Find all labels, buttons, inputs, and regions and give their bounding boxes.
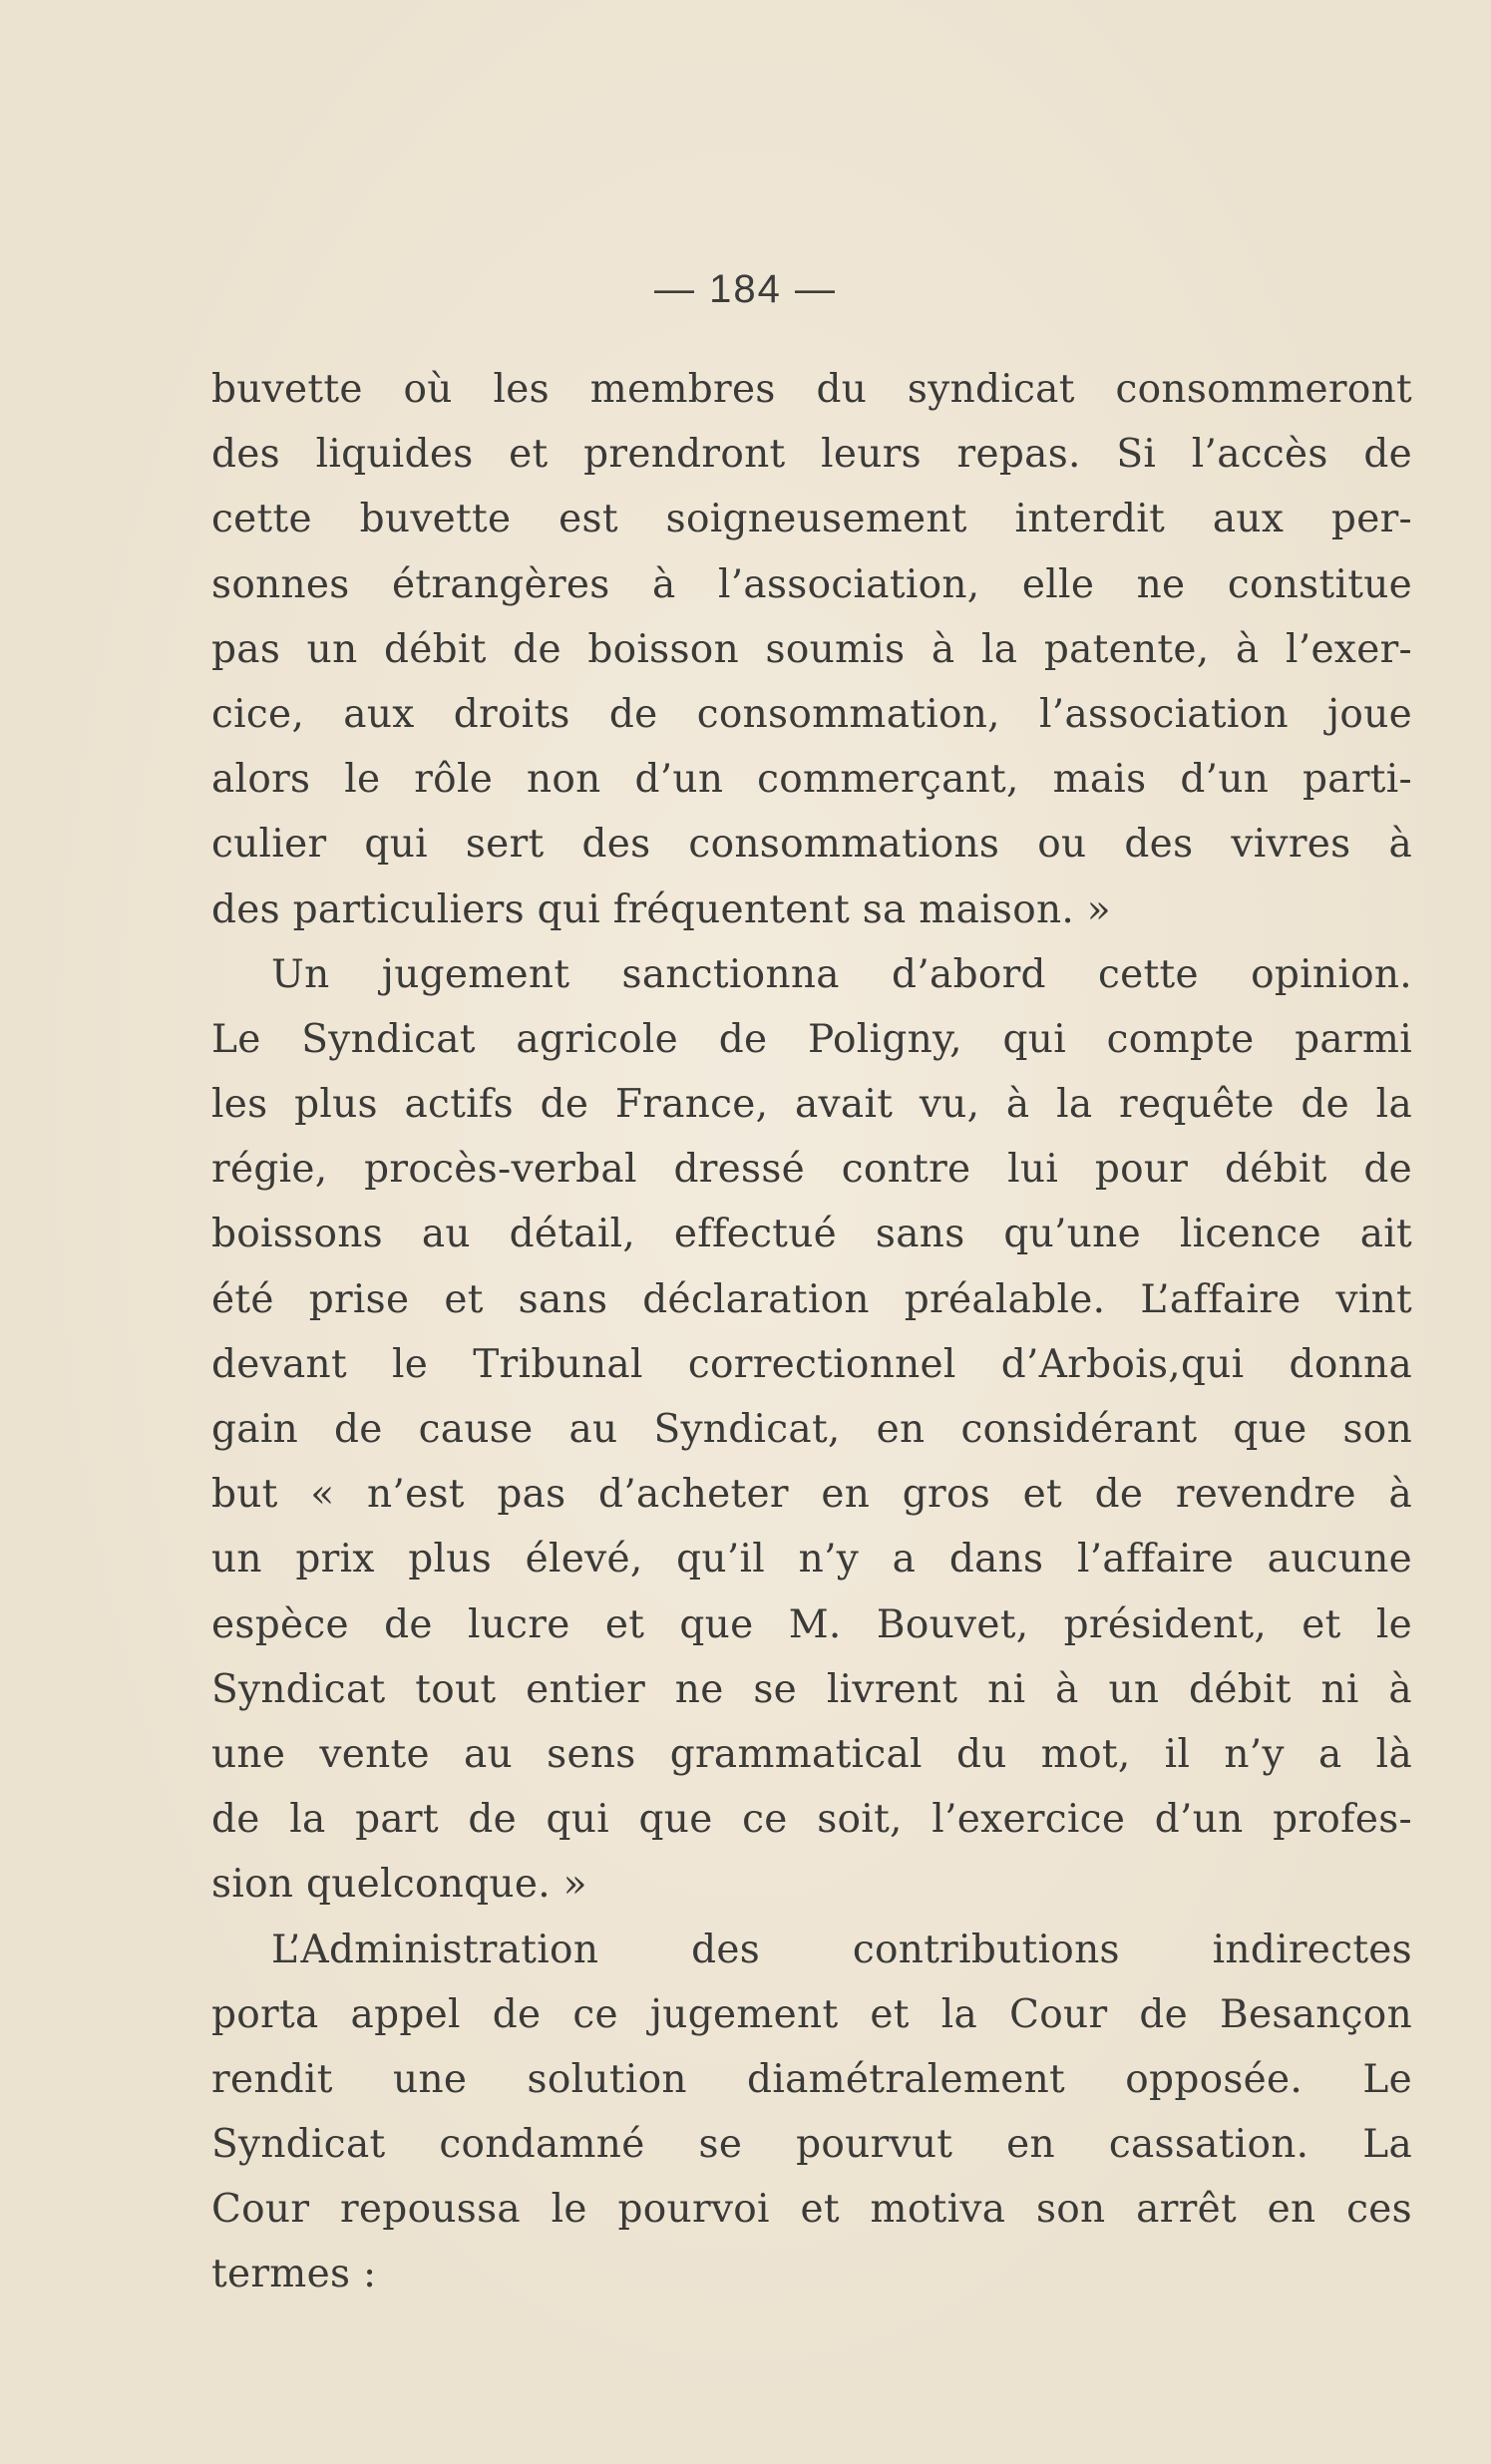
text-line: Le Syndicat agricole de Poligny, qui compte parmi (211, 1016, 1412, 1062)
text-line: culier qui sert des consommations ou des vivres à (211, 822, 1412, 868)
text-line: devant le Tribunal correctionnel d’Arbois,qui donna (211, 1341, 1412, 1387)
text-line: pas un débit de boisson soumis à la patente, à l’exer- (211, 626, 1412, 672)
text-line: alors le rôle non d’un commerçant, mais d’un parti- (211, 757, 1412, 803)
text-line: régie, procès-verbal dressé contre lui pour débit de (211, 1147, 1412, 1193)
text-line: espèce de lucre et que M. Bouvet, président, et le (211, 1601, 1412, 1647)
text-line: sion quelconque. » (211, 1862, 587, 1908)
text-line: but « n’est pas d’acheter en gros et de revendre à (211, 1472, 1412, 1518)
text-line: Syndicat tout entier ne se livrent ni à un débit ni à (211, 1666, 1412, 1712)
page-number: — 184 — (654, 267, 837, 311)
text-line: buvette où les membres du syndicat consommeront (211, 367, 1412, 412)
text-line: cice, aux droits de consommation, l’association joue (211, 691, 1412, 737)
text-line: sonnes étrangères à l’association, elle ne constitue (211, 561, 1412, 607)
text-line: termes : (211, 2252, 377, 2297)
text-line: des particuliers qui fréquentent sa maison. » (211, 886, 1111, 932)
text-line: une vente au sens grammatical du mot, il n’y a là (211, 1731, 1412, 1777)
text-line: boissons au détail, effectué sans qu’une licence ait (211, 1212, 1412, 1257)
text-line: rendit une solution diamétralement opposée. Le (211, 2056, 1412, 2102)
body-text (211, 357, 1412, 2307)
text-line: été prise et sans déclaration préalable. L’affaire vint (211, 1276, 1412, 1322)
text-line: cette buvette est soigneusement interdit aux per- (211, 497, 1412, 542)
text-line: gain de cause au Syndicat, en considérant que son (211, 1407, 1412, 1452)
text-line: Cour repoussa le pourvoi et motiva son arrêt en ces (211, 2187, 1412, 2233)
text-line: de la part de qui que ce soit, l’exercice d’un profes- (211, 1797, 1412, 1843)
text-line: L’Administration des contributions indirectes (271, 1927, 1412, 1972)
text-line: un prix plus élevé, qu’il n’y a dans l’affaire aucune (211, 1537, 1412, 1583)
text-line: Syndicat condamné se pourvut en cassation. La (211, 2122, 1412, 2168)
text-line: Un jugement sanctionna d’abord cette opinion. (271, 951, 1412, 997)
text-line: porta appel de ce jugement et la Cour de Besançon (211, 1991, 1412, 2037)
text-line: les plus actifs de France, avait vu, à la requête de la (211, 1082, 1412, 1128)
text-line: des liquides et prendront leurs repas. Si l’accès de (211, 432, 1412, 478)
